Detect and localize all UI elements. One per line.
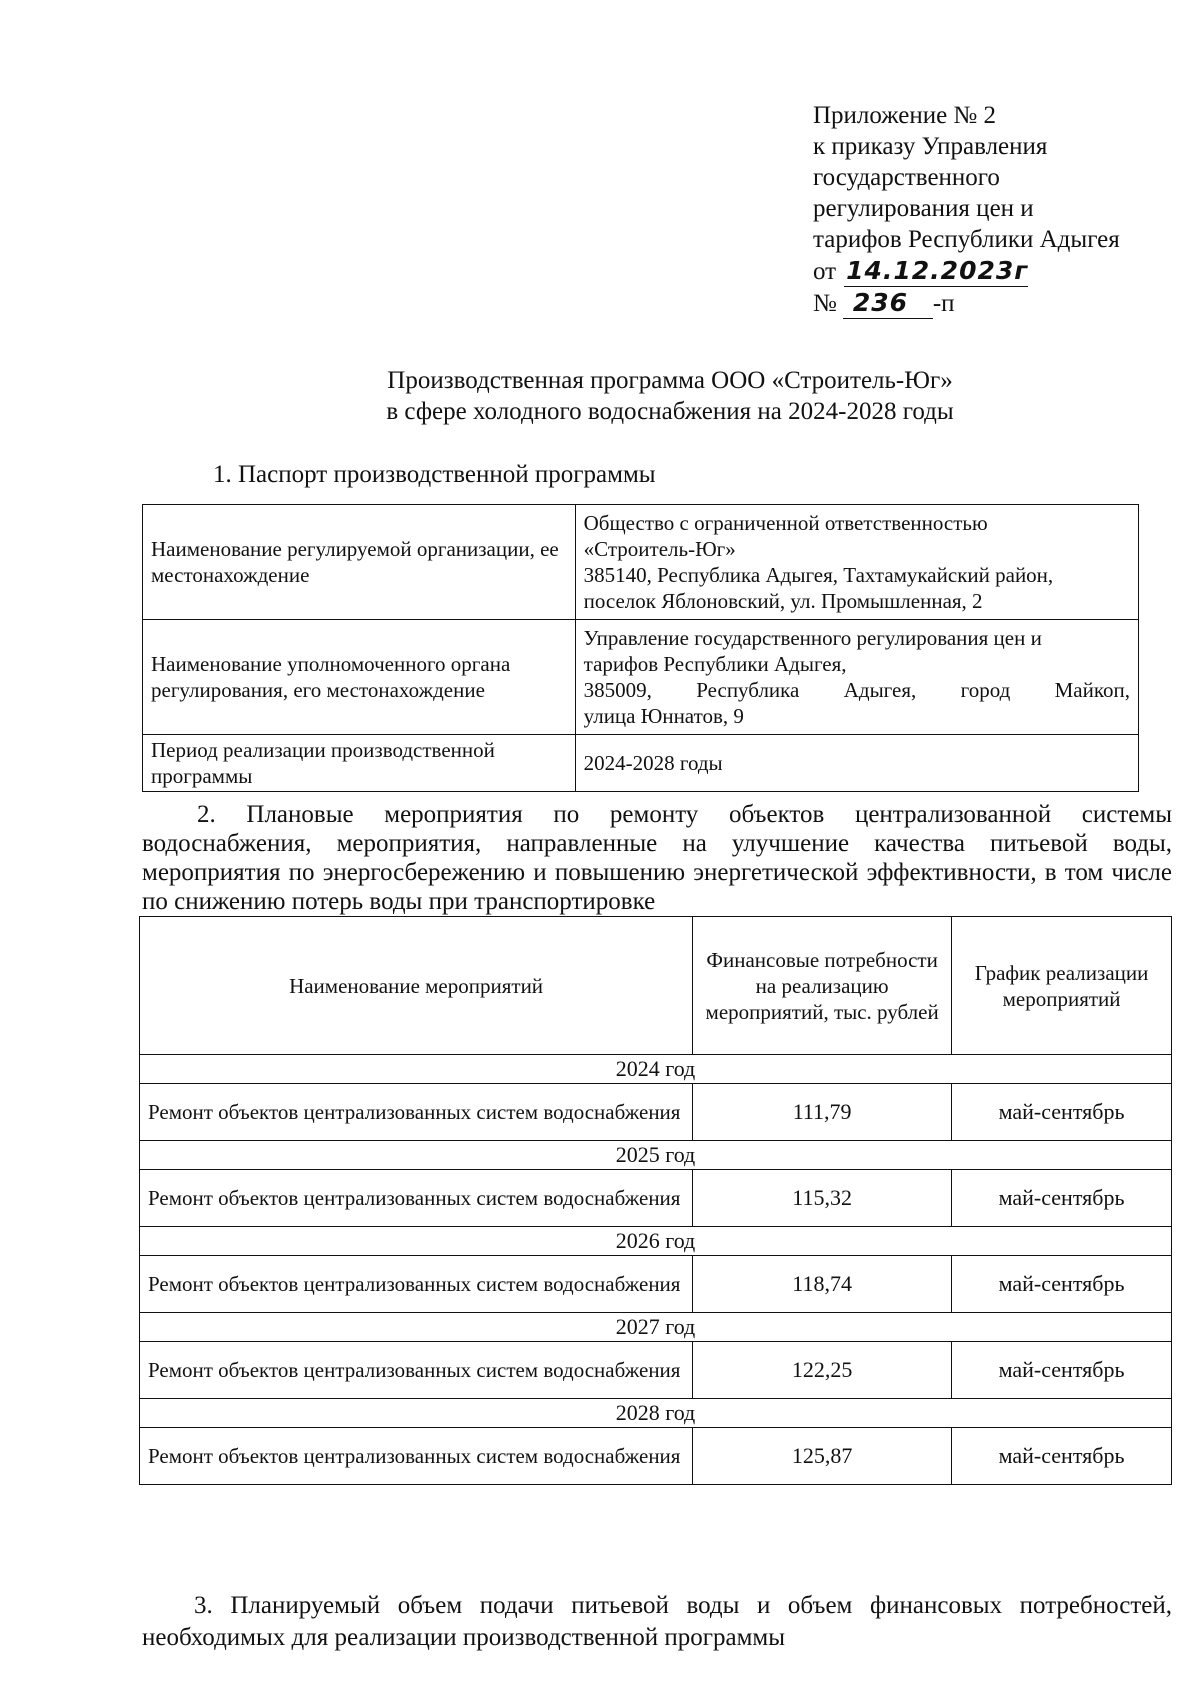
title-line: Производственная программа ООО «Строитель-Юг» xyxy=(387,367,953,394)
activity-schedule: май-сентябрь xyxy=(952,1170,1172,1227)
table-row xyxy=(140,1428,1172,1485)
table-row xyxy=(140,1342,1172,1399)
value-line: «Строитель-Юг» xyxy=(583,537,736,561)
activity-schedule: май-сентябрь xyxy=(952,1084,1172,1141)
passport-label: Наименование уполномоченного органа регулирования, его местонахождение xyxy=(143,620,576,735)
activity-amount: 111,79 xyxy=(693,1084,952,1141)
appendix-block xyxy=(813,100,1183,319)
year-row xyxy=(140,1055,1172,1084)
year-row xyxy=(140,1227,1172,1256)
activity-name: Ремонт объектов централизованных систем водоснабжения xyxy=(140,1256,693,1313)
appendix-line: Приложение № 2 xyxy=(813,102,997,129)
passport-value xyxy=(575,505,1138,620)
year-row xyxy=(140,1141,1172,1170)
section1-heading: 1. Паспорт производственной программы xyxy=(213,461,656,488)
activity-amount: 115,32 xyxy=(693,1170,952,1227)
activity-amount: 122,25 xyxy=(693,1342,952,1399)
activity-amount: 125,87 xyxy=(693,1428,952,1485)
value-line: Управление государственного регулирования цен и xyxy=(583,626,1042,650)
table-row xyxy=(140,1256,1172,1313)
appendix-line: регулирования цен и xyxy=(813,195,1034,222)
value-line: Общество с ограниченной ответственностью xyxy=(583,511,988,535)
handwritten-number: 236 xyxy=(843,287,933,319)
activity-schedule: май-сентябрь xyxy=(952,1428,1172,1485)
passport-value xyxy=(575,620,1138,735)
passport-value xyxy=(575,735,1138,792)
passport-label: Период реализации производственной программы xyxy=(143,735,576,792)
appendix-line: к приказу Управления xyxy=(813,133,1048,160)
appendix-line: тарифов Республики Адыгея xyxy=(813,226,1120,253)
year-label: 2025 год xyxy=(140,1141,1172,1170)
table-row xyxy=(140,1084,1172,1141)
appendix-line: государственного xyxy=(813,164,1000,191)
value-line: 2024-2028 годы xyxy=(583,751,723,775)
value-line: 385140, Республика Адыгея, Тахтамукайский район, xyxy=(583,563,1054,587)
value-line: 385009, Республика Адыгея, город Майкоп, xyxy=(583,678,1130,702)
section3-paragraph: 3. Планируемый объем подачи питьевой воды и объем финансовых потребностей, необходимых для реализации производственной программы xyxy=(142,1592,1172,1651)
table-row xyxy=(143,620,1139,735)
table-row xyxy=(143,735,1139,792)
activity-amount: 118,74 xyxy=(693,1256,952,1313)
events-table xyxy=(139,916,1172,1485)
activity-name: Ремонт объектов централизованных систем водоснабжения xyxy=(140,1342,693,1399)
passport-table xyxy=(142,504,1139,792)
number-suffix: -п xyxy=(932,290,955,317)
order-number-line xyxy=(813,287,1183,319)
year-label: 2026 год xyxy=(140,1227,1172,1256)
activity-name: Ремонт объектов централизованных систем водоснабжения xyxy=(140,1084,693,1141)
year-row xyxy=(140,1399,1172,1428)
year-label: 2027 год xyxy=(140,1313,1172,1342)
number-prefix: № xyxy=(813,290,837,317)
date-prefix: от xyxy=(813,258,837,285)
activity-schedule: май-сентябрь xyxy=(952,1342,1172,1399)
handwritten-date: 14.12.2023г xyxy=(846,256,1029,285)
year-label: 2028 год xyxy=(140,1399,1172,1428)
section2-paragraph: 2. Плановые мероприятия по ремонту объектов централизованной системы водоснабжения, мероприятия, направленные на улучшение качества питьевой воды, мероприятия по энергосбережению и повышению энергетической эффективности, в том числе по снижению потерь воды при транспортировке xyxy=(142,801,1172,915)
header-name: Наименование мероприятий xyxy=(140,917,693,1055)
year-row xyxy=(140,1313,1172,1342)
document-title xyxy=(140,365,1200,427)
passport-label: Наименование регулируемой организации, ее местонахождение xyxy=(143,505,576,620)
title-line: в сфере холодного водоснабжения на 2024-2028 годы xyxy=(386,398,954,425)
activity-name: Ремонт объектов централизованных систем водоснабжения xyxy=(140,1428,693,1485)
value-line: тарифов Республики Адыгея, xyxy=(583,652,847,676)
order-date-line xyxy=(813,255,1183,287)
activity-schedule: май-сентябрь xyxy=(952,1256,1172,1313)
table-row xyxy=(140,1170,1172,1227)
activity-name: Ремонт объектов централизованных систем водоснабжения xyxy=(140,1170,693,1227)
header-schedule: График реализации мероприятий xyxy=(952,917,1172,1055)
table-row xyxy=(143,505,1139,620)
header-finance: Финансовые потребности на реализацию мероприятий, тыс. рублей xyxy=(693,917,952,1055)
value-line: улица Юннатов, 9 xyxy=(583,704,744,728)
year-label: 2024 год xyxy=(140,1055,1172,1084)
value-line: поселок Яблоновский, ул. Промышленная, 2 xyxy=(583,589,983,613)
table-header-row xyxy=(140,917,1172,1055)
